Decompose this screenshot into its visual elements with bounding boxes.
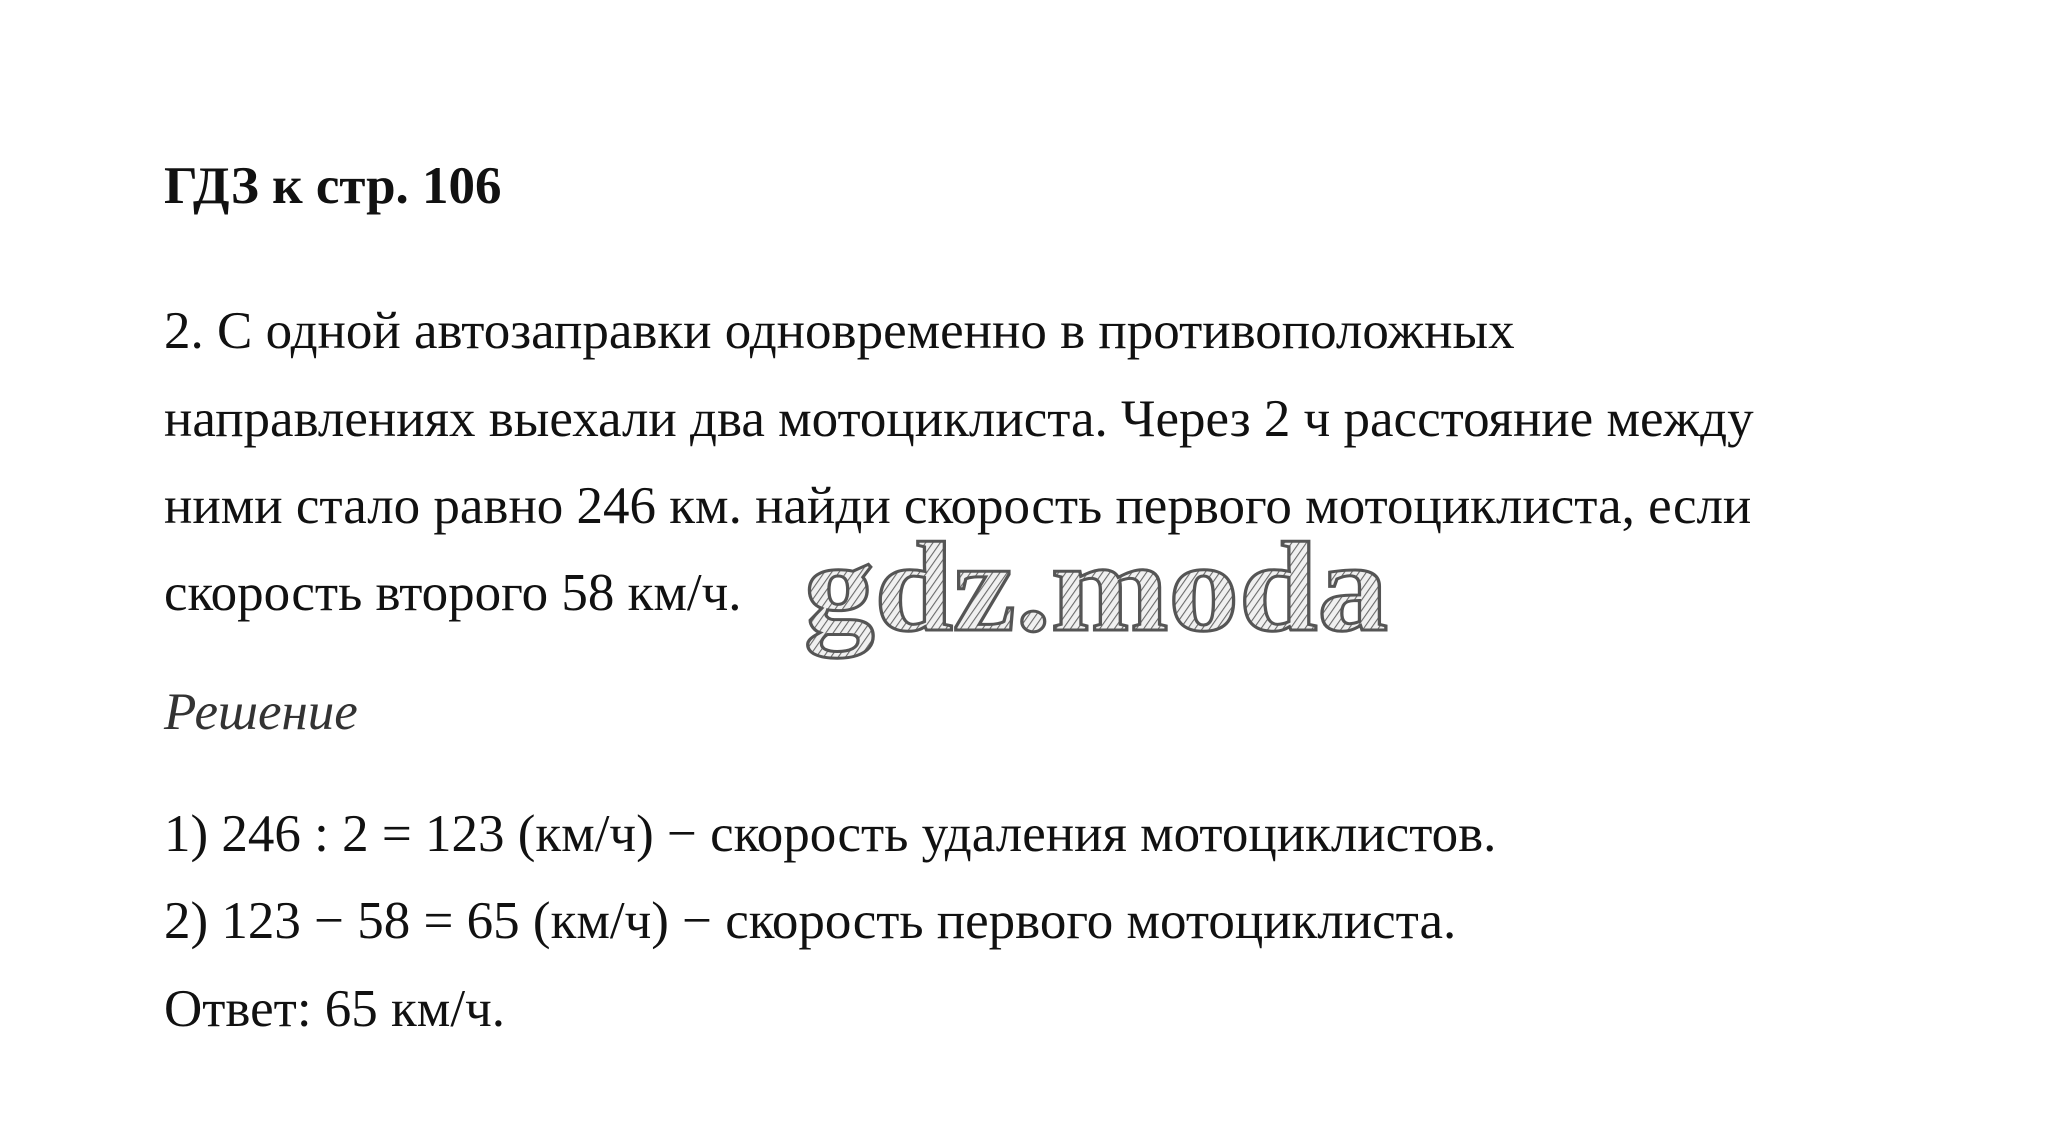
solution-label: Решение <box>164 683 358 741</box>
solution-step: 2) 123 − 58 = 65 (км/ч) − скорость первого мотоциклиста. <box>164 892 1457 950</box>
svg-text:gdz.moda: gdz.moda <box>804 530 1388 658</box>
problem-line: ними стало равно 246 км. найди скорость первого мотоциклиста, если <box>164 477 1752 535</box>
page-title: ГДЗ к стр. 106 <box>164 157 502 215</box>
problem-line: скорость второго 58 км/ч. <box>164 564 742 622</box>
watermark-logo <box>802 530 1392 675</box>
answer-line: Ответ: 65 км/ч. <box>164 980 505 1038</box>
solution-step: 1) 246 : 2 = 123 (км/ч) − скорость удаления мотоциклистов. <box>164 805 1497 863</box>
problem-line: направлениях выехали два мотоциклиста. Через 2 ч расстояние между <box>164 390 1754 448</box>
problem-line: 2. С одной автозаправки одновременно в противоположных <box>164 302 1515 360</box>
